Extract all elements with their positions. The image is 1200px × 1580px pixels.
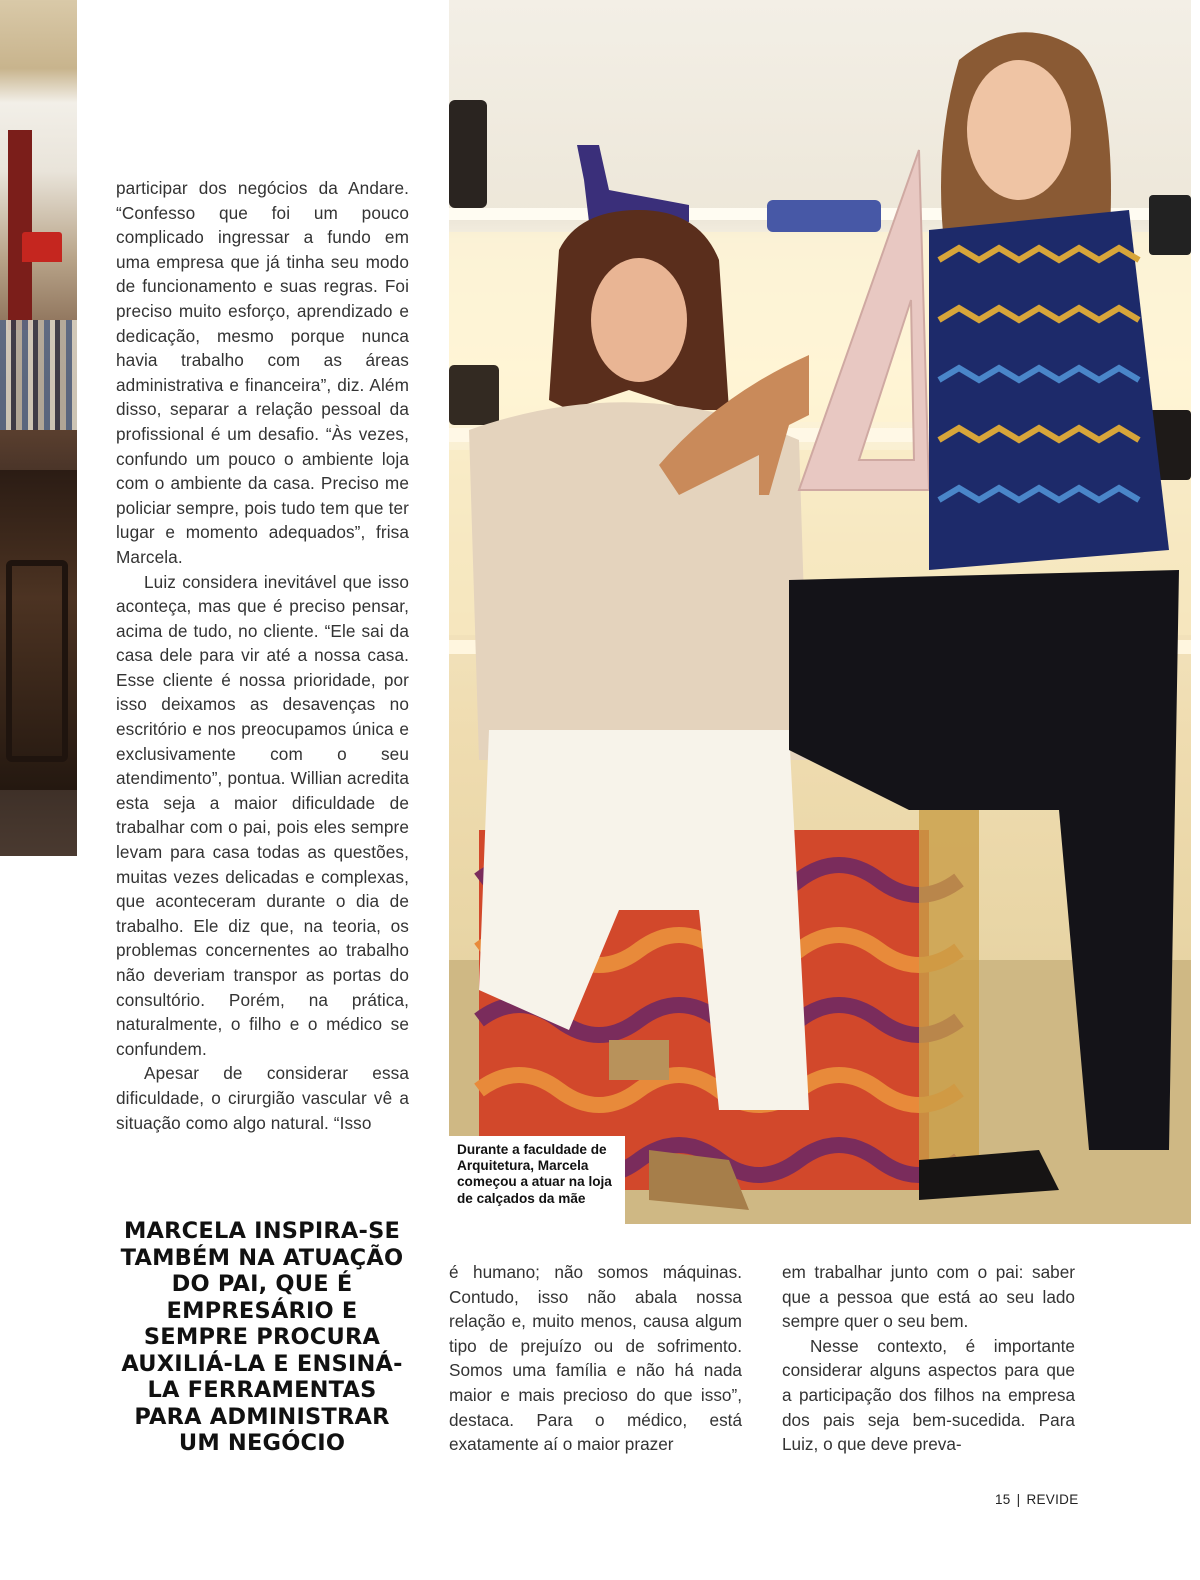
paragraph: Luiz considera inevitável que isso aconteça, mas que é preciso pensar, acima de tudo, no cliente. “Ele sai da casa dele para vir até a nossa casa. Esse cliente é nossa prioridade, por isso deixamos as desavenças no escritório e nos preocupamos única e exclusivamente com o seu atendimento”, pontua. Willian acredita esta seja a maior dificuldade de trabalhar com o pai, pois eles sempre levam para casa todas as questões, muitas vezes delicadas e complexas, que aconteceram durante o dia de trabalho. Ele diz que, na teoria, os problemas concernentes ao trabalho não deveriam transpor as portas do consultório. Porém, na prática, naturalmente, o filho e o médico se confundem.: [116, 571, 409, 1059]
page-number: 15: [995, 1492, 1011, 1507]
article-column-2: [449, 1260, 742, 1457]
lamp: [22, 232, 62, 262]
main-photo: [449, 0, 1191, 1224]
article-column-3: [782, 1260, 1075, 1457]
handbag: [1149, 195, 1191, 255]
chevron-top: [929, 210, 1169, 570]
left-edge-photo: [0, 0, 77, 856]
pull-quote: MARCELA INSPIRA-SE TAMBÉM NA ATUAÇÃO DO PAI, QUE É EMPRESÁRIO E SEMPRE PROCURA AUXILIÁ-LA E ENSINÁ-LA FERRAMENTAS PARA ADMINISTRAR UM NEGÓCIO: [120, 1218, 404, 1456]
chair: [6, 560, 68, 762]
magazine-name: REVIDE: [1026, 1492, 1079, 1507]
knit-top: [469, 402, 809, 760]
face: [591, 258, 687, 382]
paragraph: em trabalhar junto com o pai: saber que a pessoa que está ao seu lado sempre quer o seu bem.: [782, 1262, 1075, 1332]
article-column-1: [116, 176, 409, 1135]
handbag: [449, 100, 487, 208]
paragraph: participar dos negócios da Andare. “Confesso que foi um pouco complicado ingressar a fundo em uma empresa que já tinha seu modo de funcionamento e suas regras. Foi preciso muito esforço, aprendizado e dedicação, mesmo porque nunca havia trabalho com as áreas administrativa e financeira”, diz. Além disso, separar a relação pessoal da profissional é um desafio. “Às vezes, confundo um pouco o ambiente loja com o ambiente da casa. Preciso me policiar sempre, pois tudo tem que ter lugar e momento adequados”, frisa Marcela.: [116, 178, 409, 567]
page-footer: [995, 1492, 1079, 1507]
curtain: [8, 130, 32, 330]
paragraph: Apesar de considerar essa dificuldade, o cirurgião vascular vê a situação como algo natural. “Isso: [116, 1063, 409, 1133]
face: [967, 60, 1071, 200]
clutch: [767, 200, 881, 232]
photo-illustration: [449, 0, 1191, 1224]
footer-separator: |: [1016, 1492, 1021, 1507]
clothing-rack: [0, 320, 77, 430]
photo-caption: Durante a faculdade de Arquitetura, Marcela começou a atuar na loja de calçados da mãe: [449, 1136, 625, 1224]
paragraph: Nesse contexto, é importante considerar alguns aspectos para que a participação dos filhos na empresa dos pais seja bem-sucedida. Para Luiz, o que deve preva-: [782, 1335, 1075, 1455]
paragraph: é humano; não somos máquinas. Contudo, isso não abala nossa relação e, muito menos, causa algum tipo de prejuízo ou de sofrimento. Somos uma família e não há nada maior e mais precioso do que isso”, destaca. Para o médico, está exatamente aí o maior prazer: [449, 1262, 742, 1455]
